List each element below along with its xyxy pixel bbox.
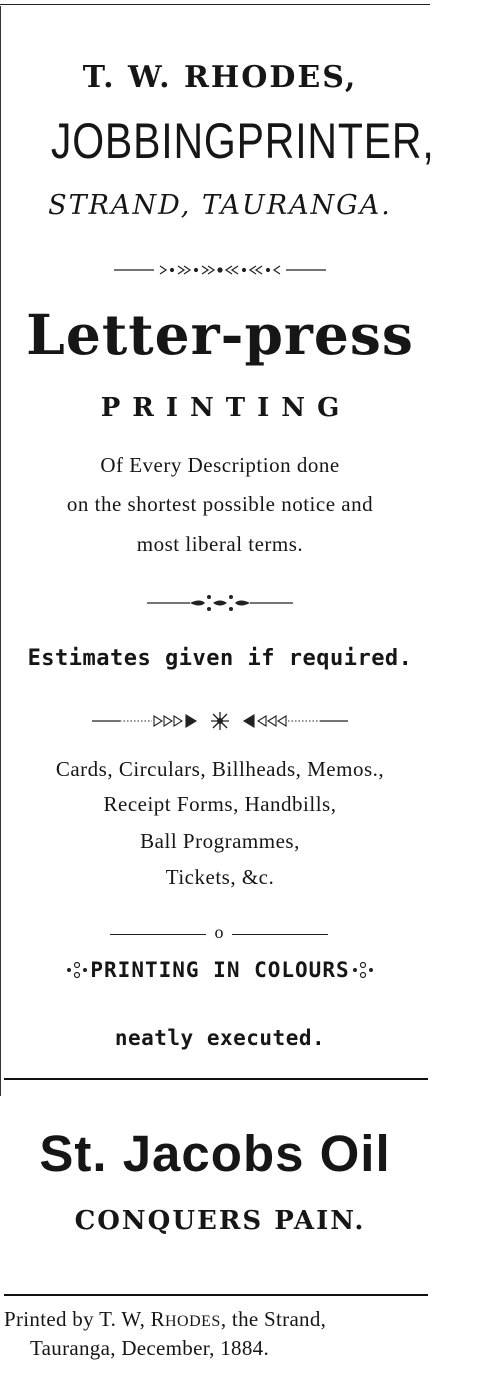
section-rule-2 bbox=[4, 1294, 428, 1296]
top-border-rule bbox=[0, 4, 430, 5]
ornament-divider-1 bbox=[110, 262, 330, 278]
letterpress-headline: Letter-press bbox=[26, 302, 414, 367]
printer-address: STRAND, TAURANGA. bbox=[48, 190, 392, 221]
services-line-3: Ball Programmes, bbox=[140, 829, 300, 853]
description-line-2: on the shortest possible notice and bbox=[66, 492, 374, 516]
conquers-pain-subtitle: CONQUERS PAIN. bbox=[74, 1206, 366, 1236]
flourish-left-icon bbox=[66, 960, 90, 980]
flourish-right-icon bbox=[350, 960, 374, 980]
o-divider-right-rule bbox=[232, 934, 328, 935]
estimates-notice: Estimates given if required. bbox=[27, 646, 413, 671]
description-line-3: most liberal terms. bbox=[136, 532, 304, 556]
imprint-suffix: , the Strand, bbox=[220, 1307, 327, 1331]
description-line-1: Of Every Description done bbox=[100, 453, 340, 477]
printer-imprint bbox=[4, 1306, 326, 1361]
section-rule-1 bbox=[4, 1078, 428, 1080]
printer-title bbox=[50, 112, 435, 170]
colours-subline: neatly executed. bbox=[114, 1026, 326, 1050]
imprint-prefix: Printed by T. W, bbox=[4, 1307, 151, 1331]
o-divider bbox=[110, 924, 328, 946]
printing-subheadline: PRINTING bbox=[100, 393, 352, 423]
colours-text: PRINTING IN COLOURS bbox=[90, 958, 350, 982]
o-divider-left-rule bbox=[110, 934, 206, 935]
imprint-line-1 bbox=[4, 1306, 326, 1335]
services-line-2: Receipt Forms, Handbills, bbox=[103, 792, 337, 816]
imprint-name-rest: HODES bbox=[164, 1313, 221, 1330]
printer-title-left: JOBBING bbox=[50, 113, 237, 169]
printer-title-right: PRINTER, bbox=[236, 113, 435, 169]
colours-line bbox=[0, 958, 440, 982]
imprint-name-initial: R bbox=[150, 1307, 165, 1331]
ornament-divider-2 bbox=[145, 592, 295, 614]
printer-name: T. W. RHODES, bbox=[82, 60, 358, 95]
o-divider-mark: o bbox=[214, 922, 224, 942]
ornament-divider-3 bbox=[90, 710, 350, 732]
services-line-4: Tickets, &c. bbox=[165, 865, 275, 889]
services-line-1: Cards, Circulars, Billheads, Memos., bbox=[55, 757, 385, 781]
imprint-line-2: Tauranga, December, 1884. bbox=[30, 1336, 270, 1360]
st-jacobs-oil-title: St. Jacobs Oil bbox=[39, 1125, 391, 1182]
